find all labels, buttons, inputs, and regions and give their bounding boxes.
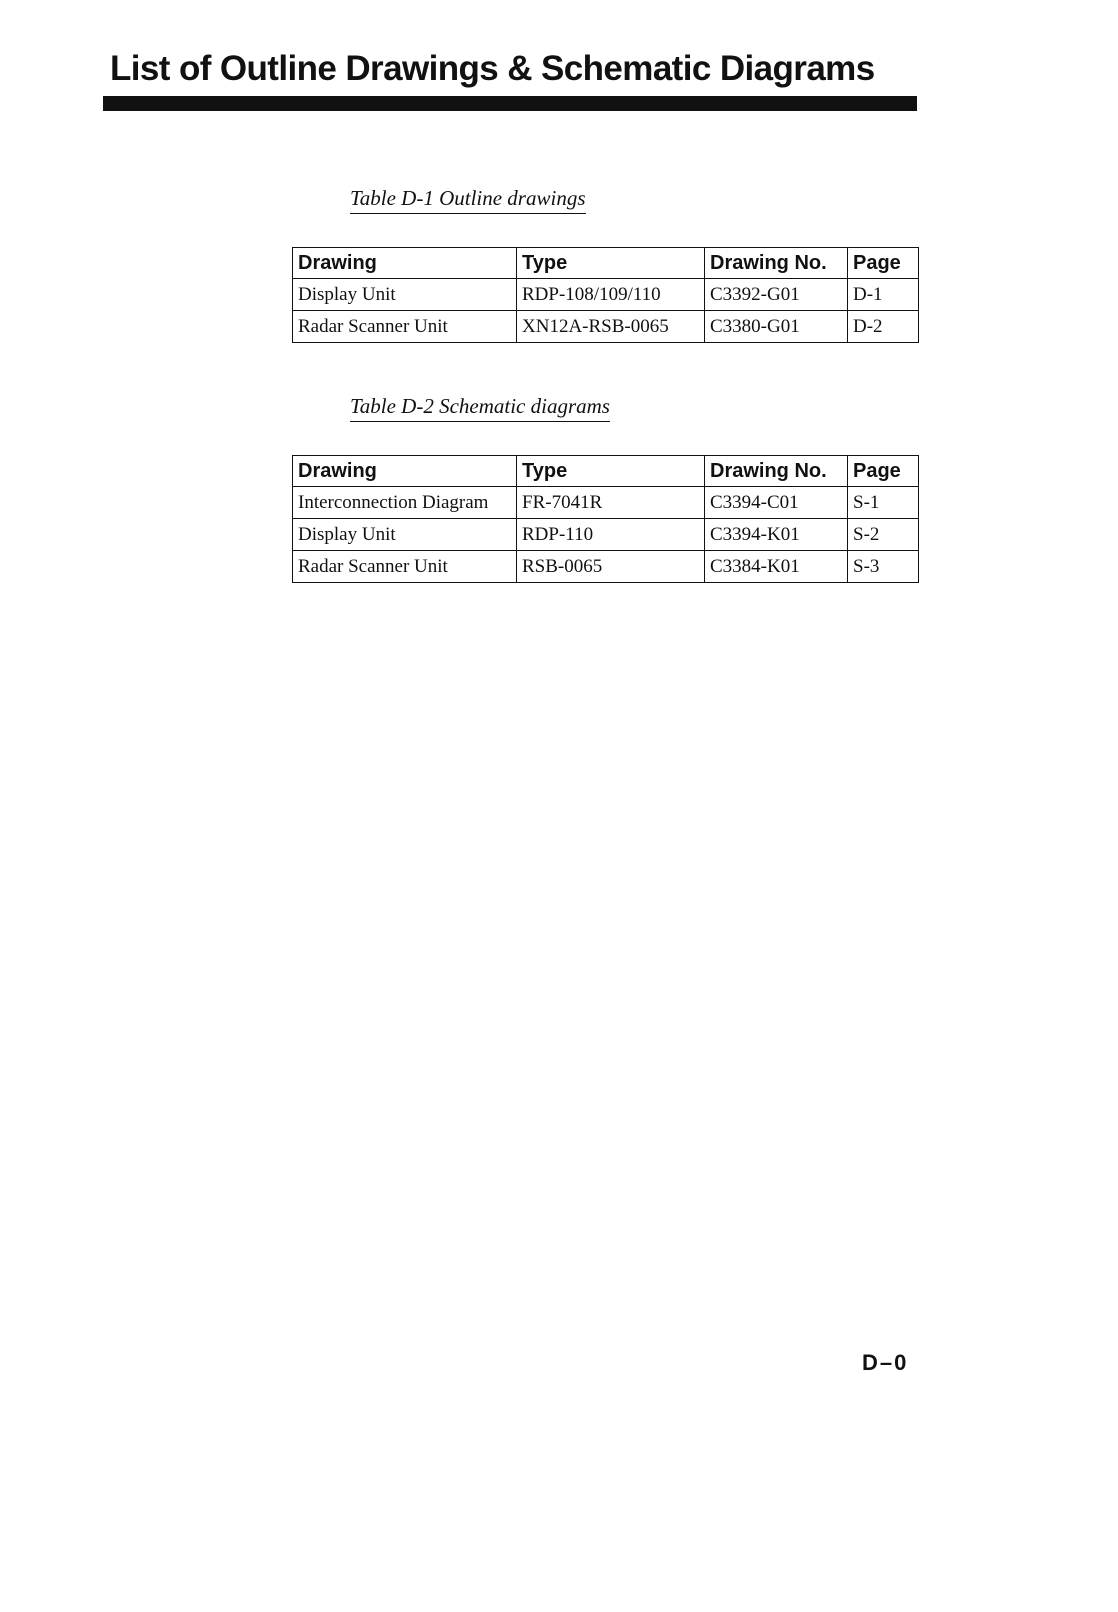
cell-type: RDP-108/109/110 (517, 279, 705, 311)
cell-page: S-1 (848, 487, 919, 519)
title-rule (103, 96, 917, 111)
table-row (293, 279, 919, 311)
cell-drawing: Radar Scanner Unit (293, 551, 517, 583)
column-header-page: Page (848, 456, 919, 487)
cell-page: S-2 (848, 519, 919, 551)
column-header-drawing-no: Drawing No. (705, 248, 848, 279)
cell-drawing-no: C3394-C01 (705, 487, 848, 519)
cell-type: RDP-110 (517, 519, 705, 551)
table-row (293, 551, 919, 583)
cell-drawing: Display Unit (293, 519, 517, 551)
cell-page: D-1 (848, 279, 919, 311)
column-header-page: Page (848, 248, 919, 279)
page-title: List of Outline Drawings & Schematic Diagrams (110, 49, 875, 88)
cell-drawing-no: C3380-G01 (705, 311, 848, 343)
table-header-row (293, 456, 919, 487)
cell-drawing-no: C3384-K01 (705, 551, 848, 583)
column-header-type: Type (517, 456, 705, 487)
table-header-row (293, 248, 919, 279)
cell-page: D-2 (848, 311, 919, 343)
column-header-type: Type (517, 248, 705, 279)
outline-drawings-table (292, 247, 919, 343)
cell-drawing-no: C3392-G01 (705, 279, 848, 311)
table-caption-schematic-diagrams: Table D-2 Schematic diagrams (350, 393, 610, 422)
cell-page: S-3 (848, 551, 919, 583)
cell-type: RSB-0065 (517, 551, 705, 583)
column-header-drawing: Drawing (293, 456, 517, 487)
cell-type: XN12A-RSB-0065 (517, 311, 705, 343)
table-row (293, 519, 919, 551)
table-row (293, 311, 919, 343)
cell-drawing: Radar Scanner Unit (293, 311, 517, 343)
cell-drawing: Interconnection Diagram (293, 487, 517, 519)
page-number: D–0 (862, 1350, 909, 1375)
schematic-diagrams-table (292, 455, 919, 583)
table-caption-outline-drawings: Table D-1 Outline drawings (350, 185, 586, 214)
cell-drawing-no: C3394-K01 (705, 519, 848, 551)
column-header-drawing-no: Drawing No. (705, 456, 848, 487)
column-header-drawing: Drawing (293, 248, 517, 279)
table-row (293, 487, 919, 519)
cell-type: FR-7041R (517, 487, 705, 519)
cell-drawing: Display Unit (293, 279, 517, 311)
